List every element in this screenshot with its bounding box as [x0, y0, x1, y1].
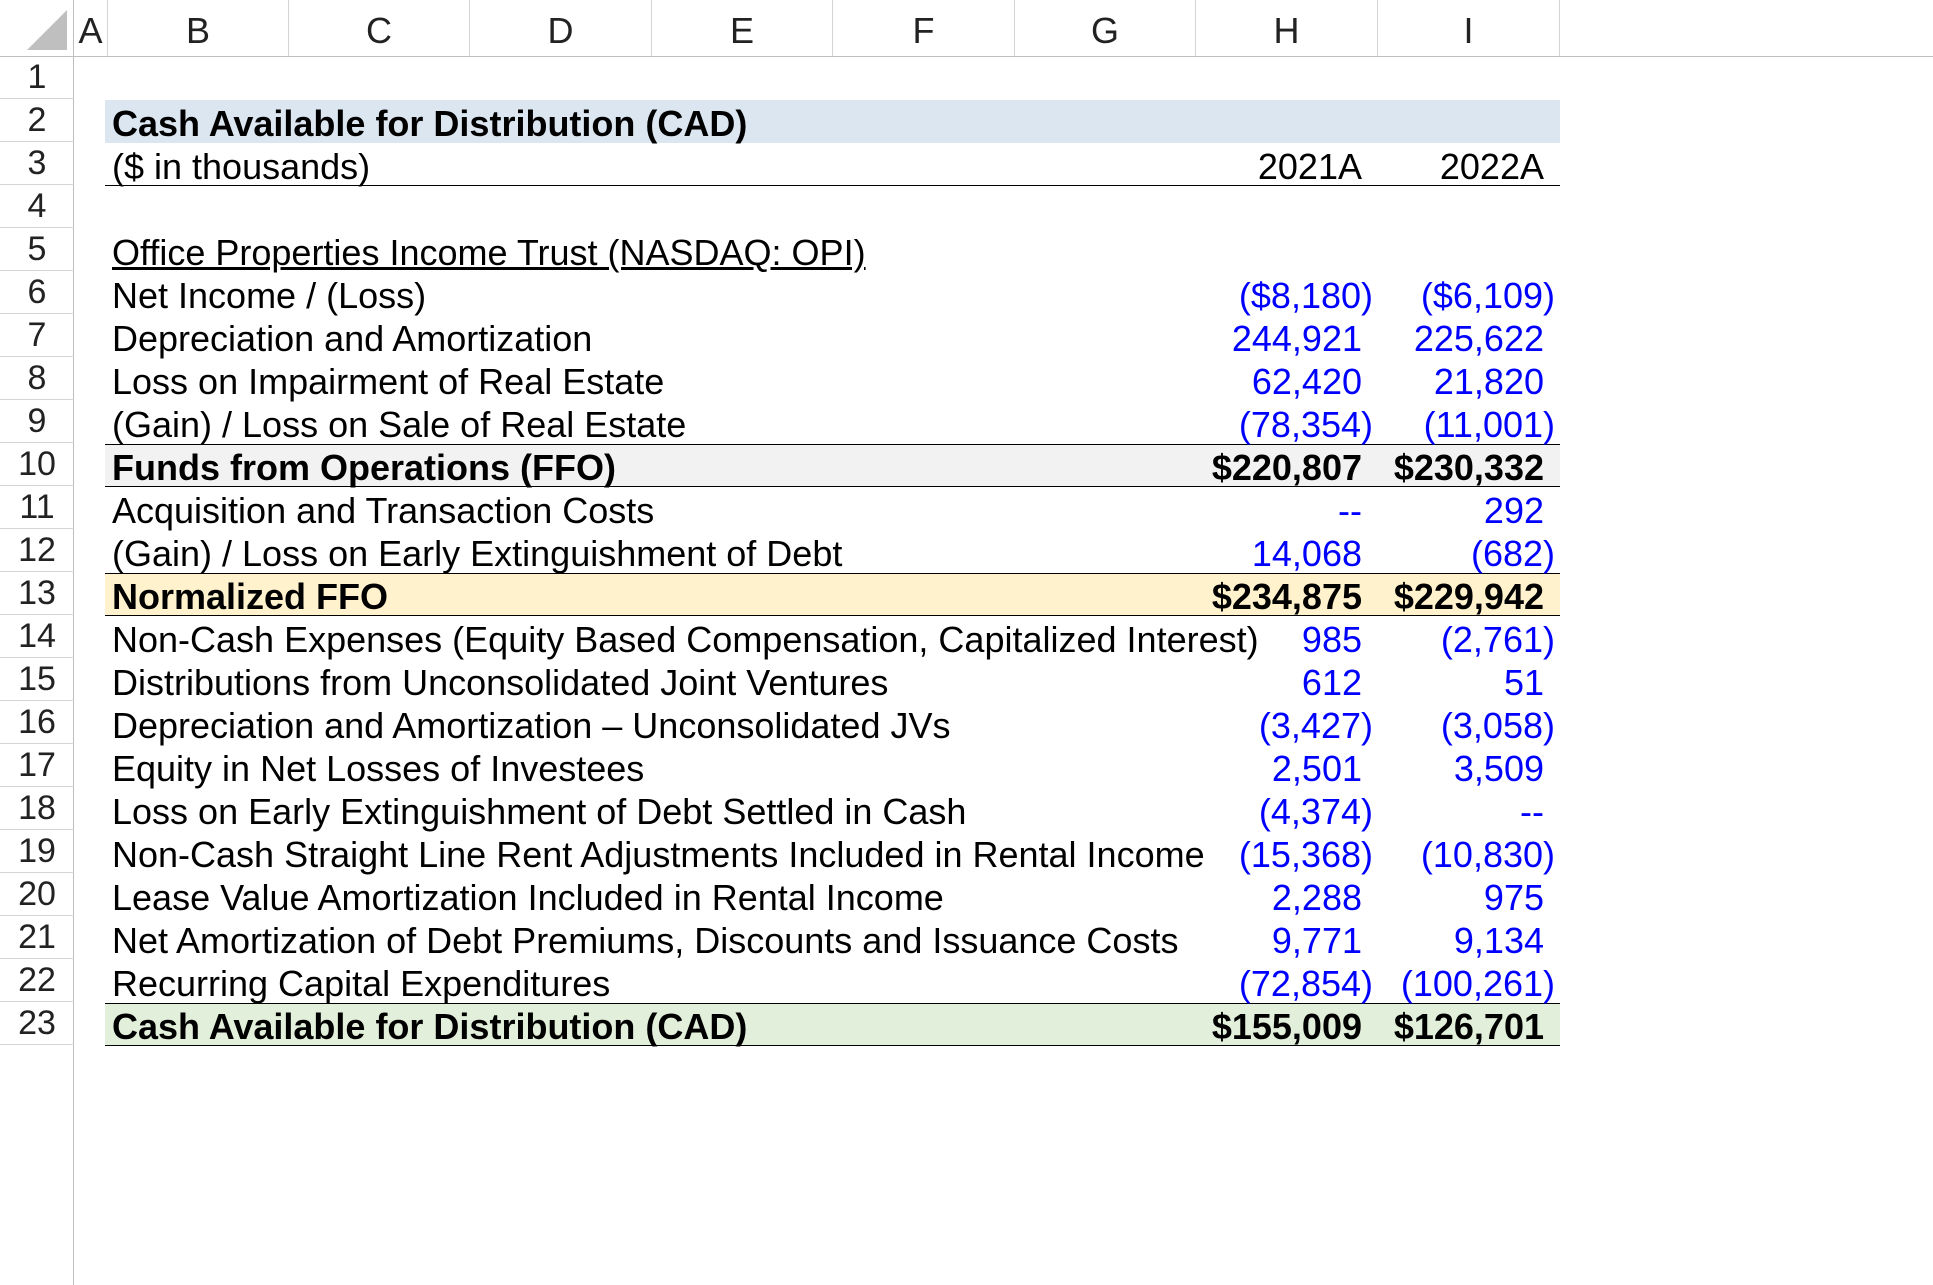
row-header-20[interactable]: 20	[0, 873, 74, 916]
row-header-21[interactable]: 21	[0, 916, 74, 959]
line-label-loss-on-impairment-of-real-estate[interactable]: Loss on Impairment of Real Estate	[112, 361, 665, 402]
row-header-17[interactable]: 17	[0, 744, 74, 787]
row-header-15[interactable]: 15	[0, 658, 74, 701]
line-label-distributions-from-unconsolidated-joint-ventures[interactable]: Distributions from Unconsolidated Joint Ventures	[112, 662, 889, 703]
row-header-9[interactable]: 9	[0, 400, 74, 443]
value-2022a-net-amortization-of-debt-premiums-discounts-and-issuance-costs[interactable]: 9,134	[1453, 920, 1544, 961]
line-label-funds-from-operations-ffo[interactable]: Funds from Operations (FFO)	[112, 447, 616, 488]
line-label-gain-loss-on-early-extinguishment-of-debt[interactable]: (Gain) / Loss on Early Extinguishment of Debt	[112, 533, 843, 574]
year-header-2021a[interactable]: 2021A	[1257, 146, 1362, 187]
select-all-corner[interactable]	[0, 0, 74, 56]
row-header-16[interactable]: 16	[0, 701, 74, 744]
column-header-i[interactable]: I	[1378, 0, 1560, 56]
row-header-5[interactable]: 5	[0, 228, 74, 271]
value-2021a-distributions-from-unconsolidated-joint-ventures[interactable]: 612	[1301, 662, 1362, 703]
line-label-acquisition-and-transaction-costs[interactable]: Acquisition and Transaction Costs	[112, 490, 655, 531]
row-header-12[interactable]: 12	[0, 529, 74, 572]
value-2021a-normalized-ffo[interactable]: $234,875	[1211, 576, 1362, 617]
value-2021a-gain-loss-on-sale-of-real-estate[interactable]: (78,354)	[1238, 404, 1373, 445]
value-2021a-loss-on-impairment-of-real-estate[interactable]: 62,420	[1251, 361, 1362, 402]
value-2022a-funds-from-operations-ffo[interactable]: $230,332	[1393, 447, 1544, 488]
value-2022a-gain-loss-on-early-extinguishment-of-debt[interactable]: (682)	[1470, 533, 1555, 574]
value-2022a-depreciation-and-amortization-unconsolidated-jvs[interactable]: (3,058)	[1440, 705, 1555, 746]
line-label-normalized-ffo[interactable]: Normalized FFO	[112, 576, 389, 617]
line-label-non-cash-straight-line-rent-adjustments-included-in-rental-income[interactable]: Non-Cash Straight Line Rent Adjustments Included in Rental Income	[112, 834, 1205, 875]
row-header-19[interactable]: 19	[0, 830, 74, 873]
row-header-18[interactable]: 18	[0, 787, 74, 830]
value-2021a-equity-in-net-losses-of-investees[interactable]: 2,501	[1271, 748, 1362, 789]
column-header-h[interactable]: H	[1196, 0, 1378, 56]
value-2022a-equity-in-net-losses-of-investees[interactable]: 3,509	[1453, 748, 1544, 789]
column-header-c[interactable]: C	[289, 0, 470, 56]
line-label-non-cash-expenses-equity-based-compensation-capitalized-interest[interactable]: Non-Cash Expenses (Equity Based Compensation, Capitalized Interest)	[112, 619, 1259, 660]
value-2021a-acquisition-and-transaction-costs[interactable]: --	[1338, 490, 1362, 531]
value-2021a-depreciation-and-amortization-unconsolidated-jvs[interactable]: (3,427)	[1258, 705, 1373, 746]
line-label-cash-available-for-distribution-cad[interactable]: Cash Available for Distribution (CAD)	[112, 1006, 748, 1047]
column-header-f[interactable]: F	[833, 0, 1015, 56]
value-2021a-gain-loss-on-early-extinguishment-of-debt[interactable]: 14,068	[1251, 533, 1362, 574]
value-2022a-cash-available-for-distribution-cad[interactable]: $126,701	[1393, 1006, 1544, 1047]
row-header-11[interactable]: 11	[0, 486, 74, 529]
row-header-22[interactable]: 22	[0, 959, 74, 1002]
line-label-lease-value-amortization-included-in-rental-income[interactable]: Lease Value Amortization Included in Rental Income	[112, 877, 944, 918]
column-header-b[interactable]: B	[108, 0, 289, 56]
value-2022a-non-cash-straight-line-rent-adjustments-included-in-rental-income[interactable]: (10,830)	[1420, 834, 1555, 875]
row-header-1[interactable]: 1	[0, 56, 74, 99]
value-2021a-depreciation-and-amortization[interactable]: 244,921	[1231, 318, 1362, 359]
column-header-e[interactable]: E	[652, 0, 833, 56]
year-header-2022a[interactable]: 2022A	[1439, 146, 1544, 187]
value-2021a-net-amortization-of-debt-premiums-discounts-and-issuance-costs[interactable]: 9,771	[1271, 920, 1362, 961]
line-label-net-amortization-of-debt-premiums-discounts-and-issuance-costs[interactable]: Net Amortization of Debt Premiums, Discounts and Issuance Costs	[112, 920, 1179, 961]
value-2022a-non-cash-expenses-equity-based-compensation-capitalized-interest[interactable]: (2,761)	[1440, 619, 1555, 660]
value-2021a-non-cash-straight-line-rent-adjustments-included-in-rental-income[interactable]: (15,368)	[1238, 834, 1373, 875]
row-header-6[interactable]: 6	[0, 271, 74, 314]
column-header-g[interactable]: G	[1015, 0, 1196, 56]
row-header-14[interactable]: 14	[0, 615, 74, 658]
spreadsheet-grid[interactable]	[75, 57, 1933, 1285]
row-header-2[interactable]: 2	[0, 99, 74, 142]
row-header-23[interactable]: 23	[0, 1002, 74, 1045]
units-label[interactable]: ($ in thousands)	[112, 146, 371, 187]
column-header-a[interactable]: A	[74, 0, 108, 56]
value-2022a-depreciation-and-amortization[interactable]: 225,622	[1413, 318, 1544, 359]
sheet-title[interactable]: Cash Available for Distribution (CAD)	[112, 103, 748, 144]
value-2022a-net-income-loss[interactable]: ($6,109)	[1420, 275, 1555, 316]
line-label-depreciation-and-amortization[interactable]: Depreciation and Amortization	[112, 318, 593, 359]
value-2021a-lease-value-amortization-included-in-rental-income[interactable]: 2,288	[1271, 877, 1362, 918]
row-header-13[interactable]: 13	[0, 572, 74, 615]
company-name[interactable]: Office Properties Income Trust (NASDAQ: OPI)	[112, 232, 866, 273]
value-2021a-recurring-capital-expenditures[interactable]: (72,854)	[1238, 963, 1373, 1004]
row-header-7[interactable]: 7	[0, 314, 74, 357]
value-2021a-non-cash-expenses-equity-based-compensation-capitalized-interest[interactable]: 985	[1301, 619, 1362, 660]
value-2022a-recurring-capital-expenditures[interactable]: (100,261)	[1400, 963, 1555, 1004]
row-header-3[interactable]: 3	[0, 142, 74, 185]
line-label-loss-on-early-extinguishment-of-debt-settled-in-cash[interactable]: Loss on Early Extinguishment of Debt Settled in Cash	[112, 791, 967, 832]
value-2022a-gain-loss-on-sale-of-real-estate[interactable]: (11,001)	[1423, 404, 1555, 445]
row-header-bar	[0, 56, 74, 1285]
row-header-10[interactable]: 10	[0, 443, 74, 486]
line-label-gain-loss-on-sale-of-real-estate[interactable]: (Gain) / Loss on Sale of Real Estate	[112, 404, 687, 445]
value-2022a-acquisition-and-transaction-costs[interactable]: 292	[1483, 490, 1544, 531]
column-header-bar	[0, 0, 1933, 57]
value-2022a-loss-on-impairment-of-real-estate[interactable]: 21,820	[1433, 361, 1544, 402]
value-2022a-distributions-from-unconsolidated-joint-ventures[interactable]: 51	[1503, 662, 1544, 703]
value-2021a-loss-on-early-extinguishment-of-debt-settled-in-cash[interactable]: (4,374)	[1258, 791, 1373, 832]
value-2022a-normalized-ffo[interactable]: $229,942	[1393, 576, 1544, 617]
value-2022a-lease-value-amortization-included-in-rental-income[interactable]: 975	[1483, 877, 1544, 918]
select-all-triangle-icon	[27, 10, 67, 50]
row-header-4[interactable]: 4	[0, 185, 74, 228]
line-label-net-income-loss[interactable]: Net Income / (Loss)	[112, 275, 427, 316]
line-label-equity-in-net-losses-of-investees[interactable]: Equity in Net Losses of Investees	[112, 748, 645, 789]
line-label-depreciation-and-amortization-unconsolidated-jvs[interactable]: Depreciation and Amortization – Unconsolidated JVs	[112, 705, 951, 746]
row-header-8[interactable]: 8	[0, 357, 74, 400]
value-2022a-loss-on-early-extinguishment-of-debt-settled-in-cash[interactable]: --	[1520, 791, 1544, 832]
line-label-recurring-capital-expenditures[interactable]: Recurring Capital Expenditures	[112, 963, 611, 1004]
value-2021a-funds-from-operations-ffo[interactable]: $220,807	[1211, 447, 1362, 488]
value-2021a-cash-available-for-distribution-cad[interactable]: $155,009	[1211, 1006, 1362, 1047]
column-header-d[interactable]: D	[470, 0, 652, 56]
value-2021a-net-income-loss[interactable]: ($8,180)	[1238, 275, 1373, 316]
